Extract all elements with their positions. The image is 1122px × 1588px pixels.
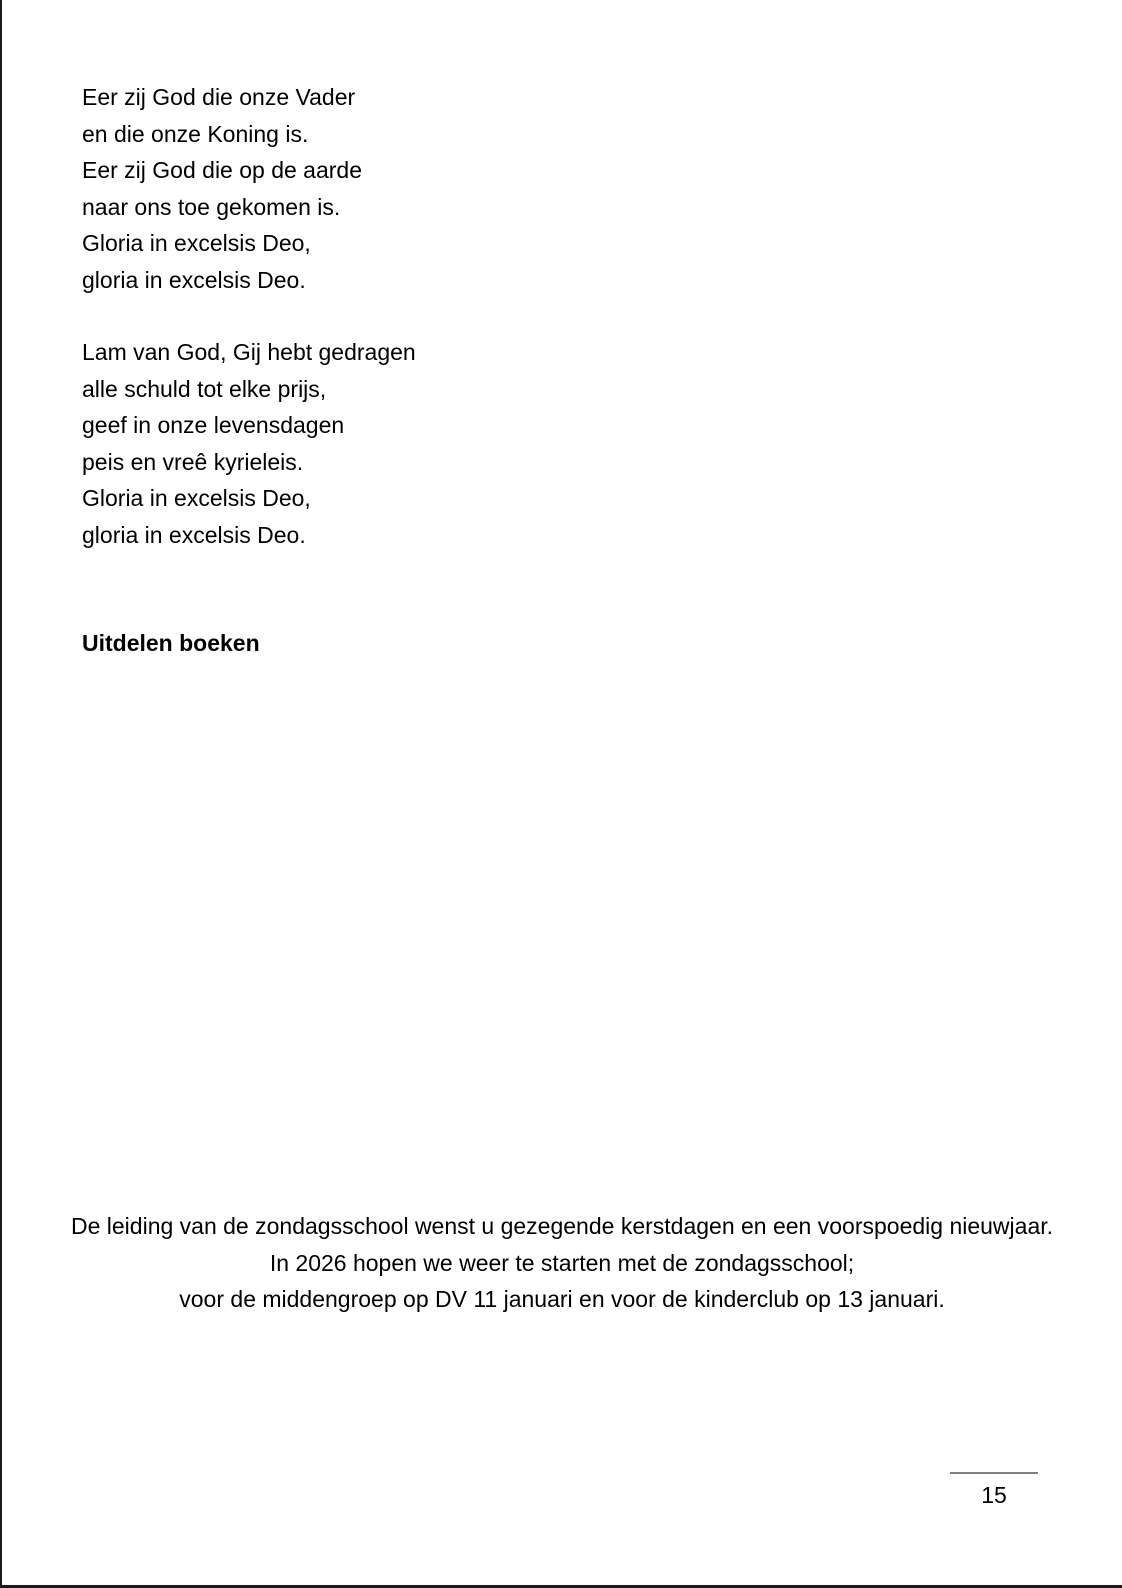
stanza-line: en die onze Koning is. (82, 120, 309, 147)
closing-line: voor de middengroep op DV 11 januari en voor de kinderclub op 13 januari. (179, 1286, 945, 1312)
stanza-line: peis en vreê kyrieleis. (82, 448, 304, 475)
footer-divider (950, 1472, 1038, 1474)
stanza-line: gloria in excelsis Deo. (82, 266, 306, 293)
closing-line: In 2026 hopen we weer te starten met de zondagsschool; (269, 1249, 855, 1276)
stanza-line: geef in onze levensdagen (82, 412, 345, 438)
song-stanza-2 (82, 334, 416, 553)
section-heading: Uitdelen boeken (82, 630, 260, 656)
stanza-line: Lam van God, Gij hebt gedragen (82, 339, 416, 365)
page-number: 15 (981, 1482, 1007, 1508)
stanza-line: alle schuld tot elke prijs, (82, 375, 327, 402)
stanza-line: Eer zij God die onze Vader (82, 84, 356, 110)
stanza-line: gloria in excelsis Deo. (82, 521, 306, 548)
stanza-line: Gloria in excelsis Deo, (82, 230, 311, 256)
stanza-line: Eer zij God die op de aarde (82, 157, 363, 183)
closing-message (62, 1208, 1062, 1318)
closing-line: De leiding van de zondagsschool wenst u gezegende kerstdagen en een voorspoedig nieuwjaar. (70, 1213, 1054, 1239)
song-stanza-1 (82, 79, 362, 298)
stanza-line: naar ons toe gekomen is. (82, 193, 341, 220)
stanza-line: Gloria in excelsis Deo, (82, 485, 311, 511)
